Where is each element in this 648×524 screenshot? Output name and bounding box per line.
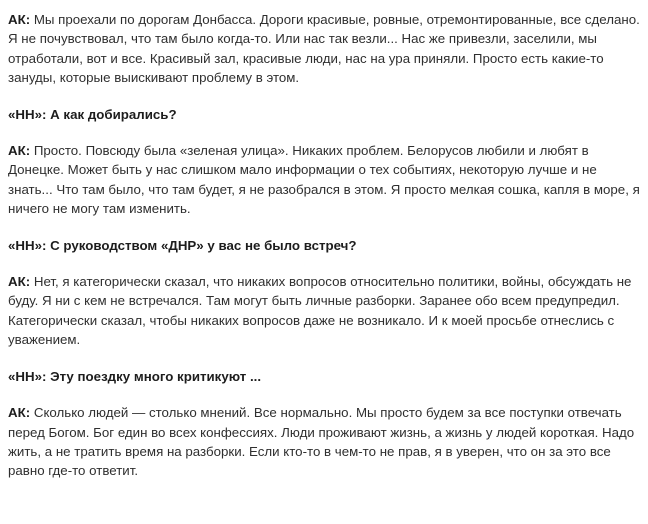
paragraph-text: Мы проехали по дорогам Донбасса. Дороги красивые, ровные, отремонтированные, все сделано. Я не почувствовал, что там было когда-то. Или нас так везли... Нас же привезли, заселили, мы отработали, вот и все. Красивый зал, красивые люди, нас на ура приняли. Просто есть какие-то зануды, которые выискивают проблему в этом. bbox=[8, 12, 640, 86]
question-paragraph bbox=[8, 367, 640, 386]
speaker-label: АК: bbox=[8, 12, 31, 27]
paragraph-text: С руководством «ДНР» у вас не было встреч? bbox=[46, 237, 357, 253]
speaker-label: АК: bbox=[8, 143, 31, 159]
answer-paragraph bbox=[8, 272, 640, 350]
answer-paragraph bbox=[8, 141, 640, 219]
answer-paragraph bbox=[8, 403, 640, 481]
speaker-label: «НН»: bbox=[8, 368, 47, 384]
answer-paragraph bbox=[8, 10, 640, 88]
speaker-label: «НН»: bbox=[8, 106, 47, 122]
paragraph-text: Просто. Повсюду была «зеленая улица». Никаких проблем. Белорусов любили и любят в Донецке. Может быть у нас слишком мало информации о тех событиях, некоторую лучше и не знать... Что там было, что там будет, я не разобрался в этом. Я просто мелкая сошка, капля в море, я ничего не могу там изменить. bbox=[8, 143, 640, 217]
question-paragraph bbox=[8, 236, 640, 255]
question-paragraph bbox=[8, 105, 640, 124]
paragraph-text: Нет, я категорически сказал, что никаких вопросов относительно политики, войны, обсуждать не буду. Я ни с кем не встречался. Там могут быть личные разборки. Заранее обо всем предупредил. Категорически сказал, чтобы никаких вопросов даже не возникало. И к моей просьбе отнеслись с уважением. bbox=[8, 274, 632, 348]
speaker-label: АК: bbox=[8, 274, 31, 290]
paragraph-text: А как добирались? bbox=[46, 106, 177, 122]
paragraph-text: Эту поездку много критикуют ... bbox=[46, 368, 262, 384]
speaker-label: «НН»: bbox=[8, 237, 47, 253]
paragraph-text: Сколько людей — столько мнений. Все нормально. Мы просто будем за все поступки отвечать перед Богом. Бог един во всех конфессиях. Люди проживают жизнь, а жизнь у людей короткая. Надо жить, а не тратить время на разборки. Если кто-то в чем-то не прав, я в уверен, что он за это все равно где-то ответит. bbox=[8, 405, 635, 479]
speaker-label: АК: bbox=[8, 405, 31, 421]
